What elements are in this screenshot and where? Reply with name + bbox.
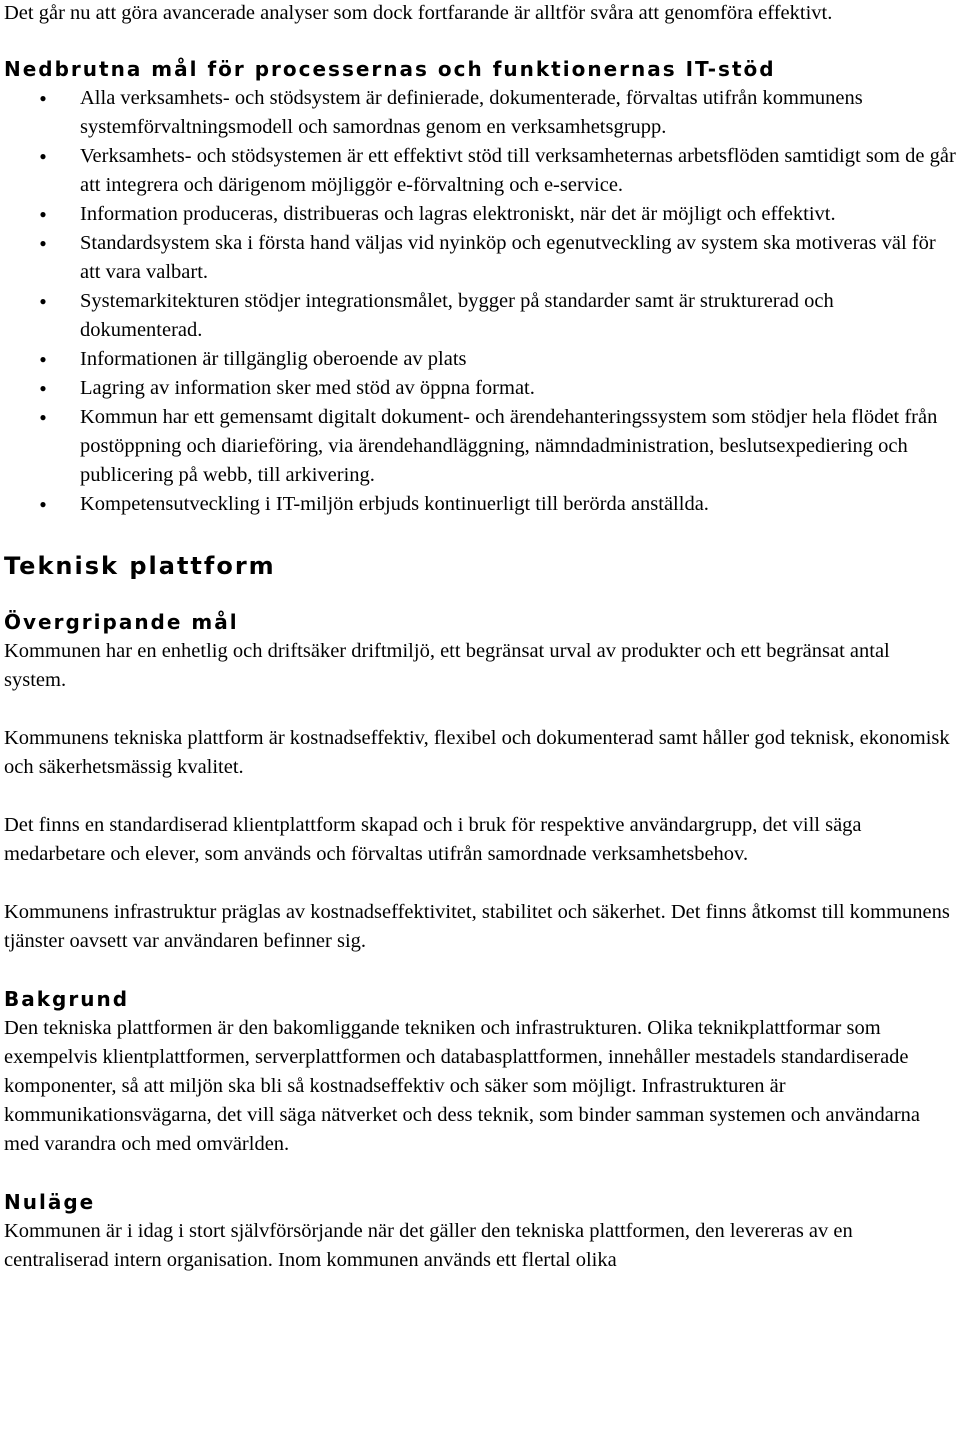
current-state-heading: Nuläge	[4, 1190, 96, 1214]
list-item	[4, 84, 956, 142]
list-item-text: Kompetensutveckling i IT-miljön erbjuds kontinuerligt till berörda anställda.	[80, 493, 709, 515]
bullet-icon: ●	[39, 410, 47, 424]
goals-heading: Nedbrutna mål för processernas och funktionernas IT-stöd	[4, 57, 776, 81]
list-item	[4, 287, 956, 345]
list-item	[4, 374, 956, 403]
bullet-icon: ●	[39, 352, 47, 366]
overall-paragraph-4: Kommunens infrastruktur präglas av kostnadseffektivitet, stabilitet och säkerhet. Det finns åtkomst till kommunens tjänster oavsett var användaren befinner sig.	[4, 901, 950, 952]
list-item	[4, 345, 956, 374]
bullet-icon: ●	[39, 91, 47, 105]
background-heading: Bakgrund	[4, 987, 130, 1011]
bullet-icon: ●	[39, 149, 47, 163]
overall-goals-heading: Övergripande mål	[4, 610, 239, 634]
platform-heading: Teknisk plattform	[4, 552, 276, 580]
bullet-icon: ●	[39, 497, 47, 511]
goals-list	[4, 84, 956, 519]
list-item-text: Standardsystem ska i första hand väljas vid nyinköp och egenutveckling av system ska motiveras väl för att vara valbart.	[80, 232, 936, 283]
list-item	[4, 229, 956, 287]
current-state-paragraph: Kommunen är i idag i stort självförsörjande när det gäller den tekniska plattformen, den levereras av en centraliserad intern organisation. Inom kommunen används ett flertal olika	[4, 1220, 853, 1271]
list-item	[4, 142, 956, 200]
list-item-text: Information produceras, distribueras och lagras elektroniskt, när det är möjligt och effektivt.	[80, 203, 836, 225]
list-item	[4, 403, 956, 490]
list-item-text: Kommun har ett gemensamt digitalt dokument- och ärendehanteringssystem som stödjer hela flödet från postöppning och diarieföring, via ärendehandläggning, nämndadministration, beslutsexpediering och publicering på webb, till arkivering.	[80, 406, 938, 486]
list-item	[4, 200, 956, 229]
overall-paragraph-1: Kommunen har en enhetlig och driftsäker driftmiljö, ett begränsat urval av produkter och ett begränsat antal system.	[4, 640, 890, 691]
list-item-text: Systemarkitekturen stödjer integrationsmålet, bygger på standarder samt är strukturerad och dokumenterad.	[80, 290, 834, 341]
intro-paragraph: Det går nu att göra avancerade analyser som dock fortfarande är alltför svåra att genomföra effektivt.	[4, 2, 833, 24]
overall-paragraph-3: Det finns en standardiserad klientplattform skapad och i bruk för respektive användargrupp, det vill säga medarbetare och elever, som används och förvaltas utifrån samordnade verksamhetsbehov.	[4, 814, 862, 865]
list-item-text: Informationen är tillgänglig oberoende av plats	[80, 348, 467, 370]
list-item-text: Alla verksamhets- och stödsystem är definierade, dokumenterade, förvaltas utifrån kommunens systemförvaltningsmodell och samordnas genom en verksamhetsgrupp.	[80, 87, 863, 138]
bullet-icon: ●	[39, 294, 47, 308]
background-paragraph: Den tekniska plattformen är den bakomliggande tekniken och infrastrukturen. Olika teknikplattformar som exempelvis klientplattformen, serverplattformen och databasplattformen, innehåller mestadels standardiserade komponenter, så att miljön ska bli så kostnadseffektiv och säker som möjligt. Infrastrukturen är kommunikationsvägarna, det vill säga nätverket och dess teknik, som binder samman systemen och användarna med varandra och med omvärlden.	[4, 1017, 920, 1155]
bullet-icon: ●	[39, 236, 47, 250]
bullet-icon: ●	[39, 381, 47, 395]
list-item	[4, 490, 956, 519]
list-item-text: Lagring av information sker med stöd av öppna format.	[80, 377, 535, 399]
list-item-text: Verksamhets- och stödsystemen är ett effektivt stöd till verksamheternas arbetsflöden samtidigt som de går att integrera och därigenom möjliggör e-förvaltning och e-service.	[80, 145, 956, 196]
document-page	[4, 0, 956, 1275]
bullet-icon: ●	[39, 207, 47, 221]
overall-paragraph-2: Kommunens tekniska plattform är kostnadseffektiv, flexibel och dokumenterad samt håller god teknisk, ekonomisk och säkerhetsmässig kvalitet.	[4, 727, 950, 778]
